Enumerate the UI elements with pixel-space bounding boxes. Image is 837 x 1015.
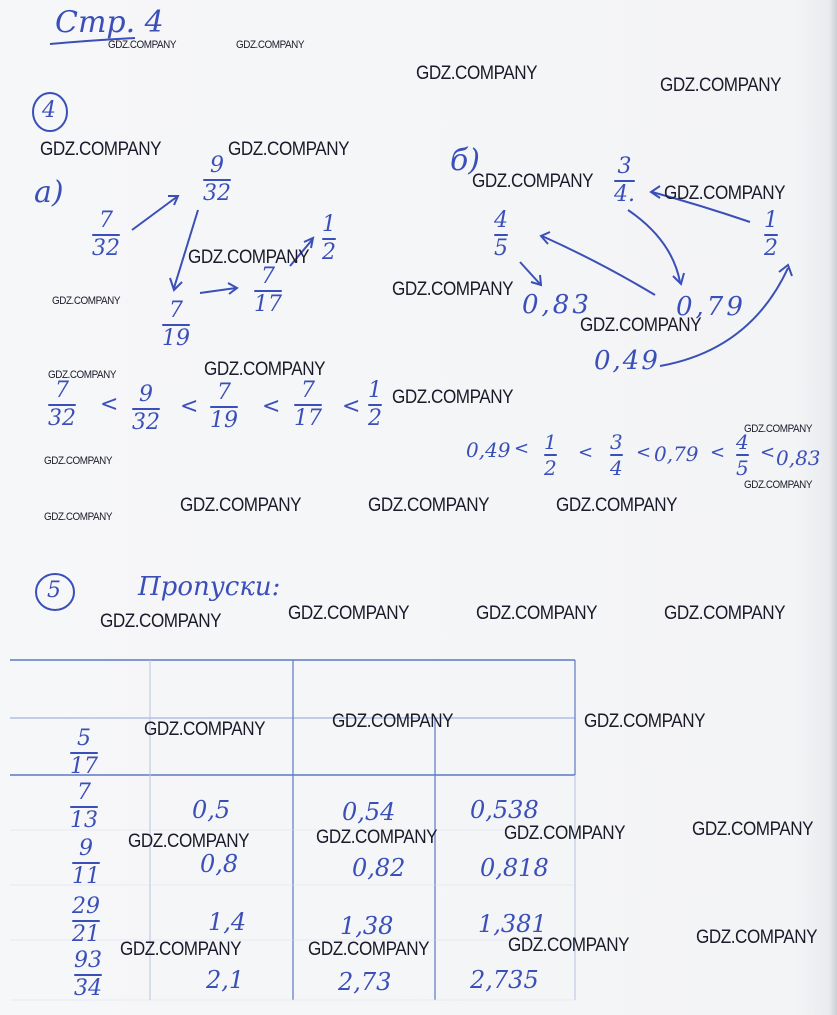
- watermark: GDZ.COMPANY: [48, 369, 117, 381]
- less-than-sign: <: [100, 392, 119, 417]
- cell-hundredths: 0,54: [342, 798, 396, 826]
- fraction-1-2-b: 1 2: [764, 208, 778, 261]
- watermark: GDZ.COMPANY: [128, 831, 250, 852]
- watermark: GDZ.COMPANY: [696, 927, 818, 948]
- chain-a-fraction-1: 7 32: [48, 378, 76, 431]
- page-edge-shadow: [829, 0, 837, 1015]
- watermark: GDZ.COMPANY: [476, 603, 598, 624]
- ex4b-label: б): [450, 143, 481, 178]
- cell-tenths: 0,5: [192, 796, 231, 824]
- decimal-0-83: 0,83: [522, 290, 592, 320]
- watermark: GDZ.COMPANY: [288, 603, 410, 624]
- watermark: GDZ.COMPANY: [44, 511, 113, 523]
- cell-hundredths: 0,82: [352, 854, 406, 882]
- cell-tenths: 1,4: [208, 908, 247, 936]
- watermark: GDZ.COMPANY: [236, 39, 305, 51]
- fraction-3-4: 3 4.: [614, 154, 635, 207]
- cell-thousandths: 0,538: [470, 796, 539, 824]
- decimal-0-79: 0,79: [676, 292, 746, 322]
- less-than-sign: <: [710, 442, 726, 463]
- chain-b-fraction-2: 3 4: [610, 430, 623, 480]
- watermark: GDZ.COMPANY: [580, 315, 702, 336]
- less-than-sign: <: [180, 394, 199, 419]
- ex4a-label: а): [34, 175, 64, 210]
- fraction-7-32: 7 32: [92, 208, 120, 261]
- watermark: GDZ.COMPANY: [472, 171, 594, 192]
- decimal-0-49: 0,49: [594, 346, 660, 376]
- fraction-7-19: 7 19: [162, 298, 190, 351]
- cell-tenths: 2,1: [206, 966, 245, 994]
- chain-a-fraction-5: 1 2: [368, 378, 382, 431]
- watermark: GDZ.COMPANY: [664, 603, 786, 624]
- row-fraction: 5 17: [70, 726, 98, 779]
- chain-a-fraction-3: 7 19: [210, 380, 238, 433]
- watermark: GDZ.COMPANY: [100, 611, 222, 632]
- row-fraction: 7 13: [70, 780, 98, 833]
- chain-a-fraction-4: 7 17: [294, 378, 322, 431]
- chain-b-value-3: 0,83: [776, 446, 821, 470]
- watermark: GDZ.COMPANY: [188, 247, 310, 268]
- cell-tenths: 0,8: [200, 850, 239, 878]
- cell-hundredths: 1,38: [340, 912, 394, 940]
- less-than-sign: <: [262, 394, 281, 419]
- watermark: GDZ.COMPANY: [744, 479, 813, 491]
- watermark: GDZ.COMPANY: [508, 935, 630, 956]
- page-label: Стр. 4: [55, 5, 164, 40]
- watermark: GDZ.COMPANY: [308, 939, 430, 960]
- watermark: GDZ.COMPANY: [660, 75, 782, 96]
- watermark: GDZ.COMPANY: [144, 719, 266, 740]
- cell-hundredths: 2,73: [338, 968, 392, 996]
- watermark: GDZ.COMPANY: [316, 827, 438, 848]
- watermark: GDZ.COMPANY: [332, 711, 454, 732]
- ex5-number: 5: [47, 578, 61, 603]
- less-than-sign: <: [636, 442, 652, 463]
- row-fraction: 93 34: [74, 948, 102, 1001]
- less-than-sign: <: [514, 438, 530, 459]
- watermark: GDZ.COMPANY: [108, 39, 177, 51]
- watermark: GDZ.COMPANY: [44, 455, 113, 467]
- watermark: GDZ.COMPANY: [584, 711, 706, 732]
- watermark: GDZ.COMPANY: [40, 139, 162, 160]
- chain-b-value-1: 0,49: [466, 438, 511, 462]
- ex5-title: Пропуски:: [138, 572, 281, 602]
- watermark: GDZ.COMPANY: [204, 359, 326, 380]
- chain-b-fraction-1: 1 2: [544, 430, 557, 480]
- watermark: GDZ.COMPANY: [52, 295, 121, 307]
- cell-thousandths: 0,818: [480, 854, 549, 882]
- ex4-number: 4: [42, 98, 56, 123]
- less-than-sign: <: [578, 442, 594, 463]
- watermark: GDZ.COMPANY: [416, 63, 538, 84]
- watermark: GDZ.COMPANY: [692, 819, 814, 840]
- less-than-sign: <: [760, 442, 776, 463]
- fraction-4-5: 4 5: [494, 208, 508, 261]
- cell-thousandths: 2,735: [470, 966, 539, 994]
- fraction-1-2: 1 2: [322, 212, 336, 265]
- row-fraction: 9 11: [72, 836, 100, 889]
- chain-b-fraction-3: 4 5: [736, 430, 749, 480]
- watermark: GDZ.COMPANY: [368, 495, 490, 516]
- chain-b-value-2: 0,79: [654, 442, 699, 466]
- chain-a-fraction-2: 9 32: [132, 382, 160, 435]
- row-fraction: 29 21: [72, 894, 100, 947]
- watermark: GDZ.COMPANY: [180, 495, 302, 516]
- fraction-9-32: 9 32: [203, 153, 231, 206]
- less-than-sign: <: [342, 394, 361, 419]
- watermark: GDZ.COMPANY: [664, 183, 786, 204]
- watermark: GDZ.COMPANY: [504, 823, 626, 844]
- watermark: GDZ.COMPANY: [744, 423, 813, 435]
- watermark: GDZ.COMPANY: [392, 279, 514, 300]
- watermark: GDZ.COMPANY: [228, 139, 350, 160]
- watermark: GDZ.COMPANY: [120, 939, 242, 960]
- watermark: GDZ.COMPANY: [392, 387, 514, 408]
- cell-thousandths: 1,381: [478, 910, 547, 938]
- fraction-7-17: 7 17: [254, 264, 282, 317]
- watermark: GDZ.COMPANY: [556, 495, 678, 516]
